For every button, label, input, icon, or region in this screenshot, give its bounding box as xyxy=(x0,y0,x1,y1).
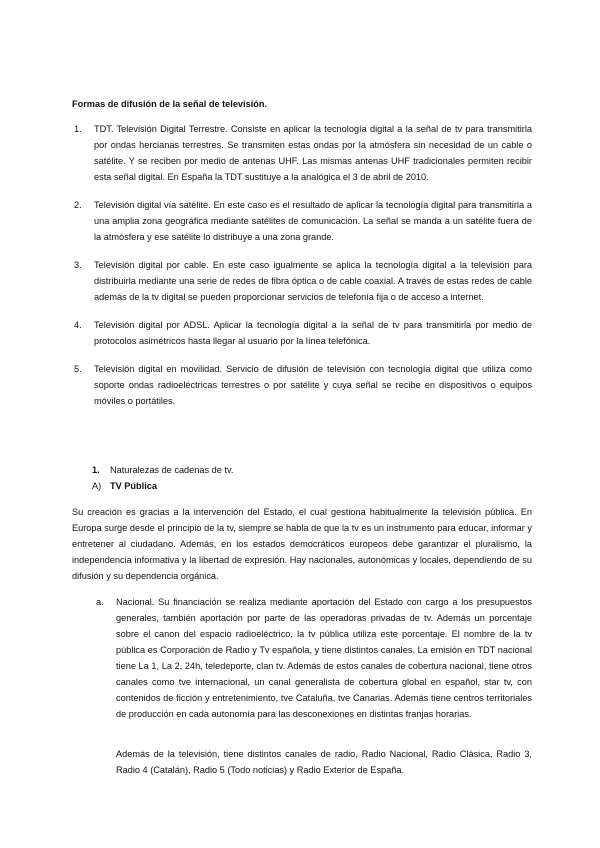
list-item-number: 4. xyxy=(74,320,82,330)
list-item-number: 2. xyxy=(74,200,82,210)
subsection-title: TV Pública xyxy=(110,481,157,491)
list-item-number: 3. xyxy=(74,260,82,270)
list-item xyxy=(74,317,532,349)
sub-item-extra-paragraph: Además de la televisión, tiene distintos canales de radio, Radio Nacional, Radio Clásica, Radio 3, Radio 4 (Catalán), Radio 5 (Todo noticias) y Radio Exterior de España. xyxy=(116,749,532,775)
list-item-text: Televisión digital por ADSL. Aplicar la tecnología digital a la señal de tv para transmitirla por medio de protocolos asimétricos hasta llegar al usuario por la línea telefónica. xyxy=(94,320,532,346)
list-item xyxy=(74,197,532,245)
intro-paragraph: Su creación es gracias a la intervención del Estado, el cual gestiona habitualmente la televisión pública. En Europa surge desde el principio de la tv, siempre se habla de que la tv es un instrumento para educar, informar y entretener al ciudadano. Además, en los estados democráticos europeos debe garantizar el pluralismo, la independencia informativa y la libertad de expresión. Hay nacionales, autonómicas y locales, dependiendo de su difusión y su dependencia orgánica. xyxy=(72,507,532,581)
list-item-text: TDT. Televisión Digital Terrestre. Consiste en aplicar la tecnología digital a la señal de tv para transmitirla por ondas hercianas terrestres. Se transmiten estas ondas por la atmósfera sin necesidad de un cable o satélite. Y se reciben por medio de antenas UHF. Las mismas antenas UHF tradicionales permiten recibir esta señal digital. En España la TDT sustituye a la analógica el 3 de abril de 2010. xyxy=(94,124,532,182)
list-item xyxy=(74,361,532,409)
list-item xyxy=(74,121,532,185)
list-item-text: Televisión digital por cable. En este caso igualmente se aplica la tecnología digital a la televisión para distribuirla mediante una serie de redes de fibra óptica o de cable coaxial. A través de estas redes de cable además de la tv digital se pueden proporcionar servicios de telefonía fija o de acceso a internet. xyxy=(94,260,532,302)
sub-item-text: Nacional. Su financiación se realiza mediante aportación del Estado con cargo a los presupuestos generales, también aportación por parte de las operadoras privadas de tv. Además un porcentaje sobre el canon del espacio radioeléctrico, la tv pública utiliza este porcentaje. El nombre de la tv pública es Corporación de Radio y Tv española, y tiene distintos canales. La emisión en TDT nacional tiene La 1, La 2, 24h, teledeporte, clan tv. Además de estos canales de cobertura nacional, tiene otros canales como tve internacional, un canal generalista de cobertura global en español, star tv, con contenidos de ficción y entretenimiento, tve Cataluña, tve Canarias. Además tiene centros territoriales de producción en cada autonomía para las desconexiones en distintas franjas horarias. xyxy=(116,597,532,719)
list-item-text: Televisión digital vía satélite. En este caso es el resultado de aplicar la tecnología digital para transmitirla a una amplia zona geográfica mediante satélites de comunicación. La señal se manda a un satélite fuera de la atmósfera y ese satélite lo distribuye a una zona grande. xyxy=(94,200,532,242)
list-item xyxy=(74,257,532,305)
page-title: Formas de difusión de la señal de televisión. xyxy=(72,99,268,109)
list-item-number: 1. xyxy=(74,124,82,134)
sub-item-letter: a. xyxy=(96,597,104,607)
list-item-text: Televisión digital en movilidad. Servicio de difusión de televisión con tecnología digital que utiliza como soporte ondas radioeléctricas terrestres o por satélite y cuya señal se recibe en dispositivos o equipos móviles o portátiles. xyxy=(94,364,532,406)
section-number: 1. xyxy=(92,465,100,475)
broadcast-methods-list xyxy=(74,121,532,421)
section-title: Naturalezas de cadenas de tv. xyxy=(110,465,234,475)
list-item-number: 5. xyxy=(74,364,82,374)
subsection-number: A) xyxy=(92,481,102,491)
